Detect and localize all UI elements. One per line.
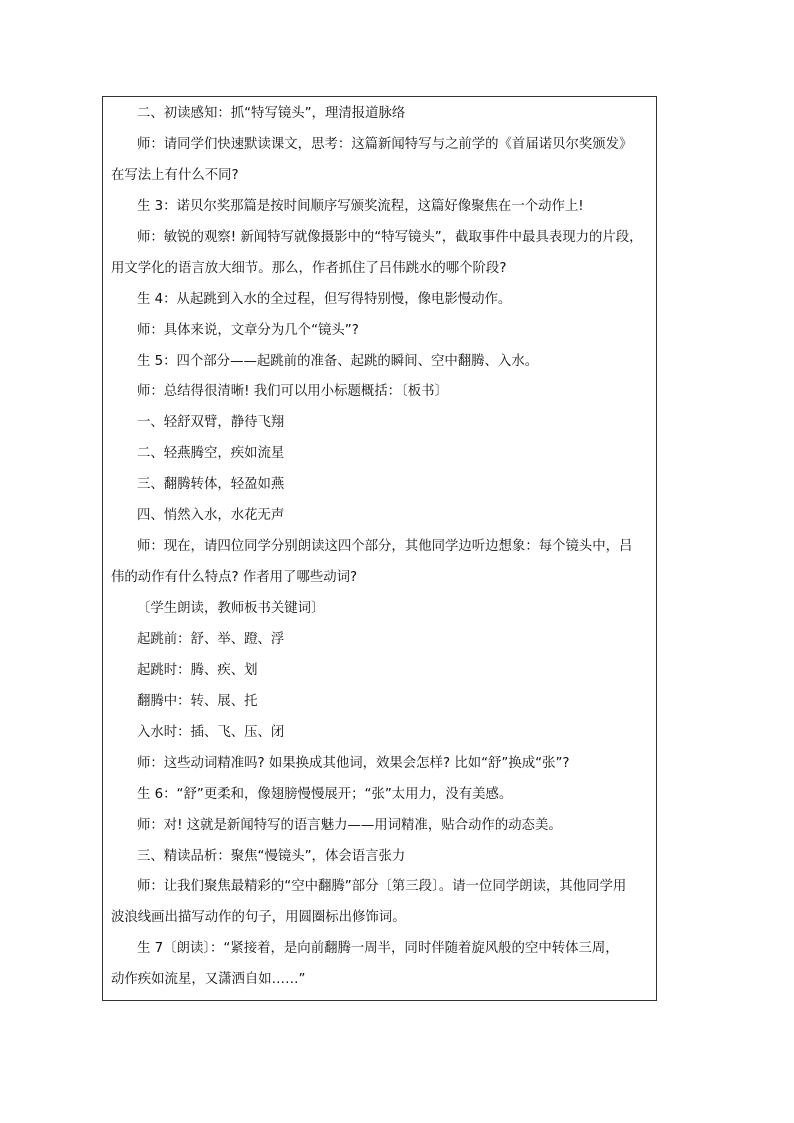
- text-line: 四、悄然入水，水花无声: [137, 508, 285, 524]
- text-line: 生 5：四个部分——起跳前的准备、起跳的瞬间、空中翻腾、入水。: [137, 353, 539, 369]
- text-line: 伟的动作有什么特点? 作者用了哪些动词?: [111, 570, 358, 586]
- text-line: 波浪线画出描写动作的句子，用圆圈标出修饰词。: [111, 910, 406, 926]
- text-line: 师：请同学们快速默读课文，思考：这篇新闻特写与之前学的《首届诺贝尔奖颁发》: [137, 136, 633, 152]
- text-line: 三、翻腾转体，轻盈如燕: [137, 477, 285, 493]
- text-line: 一、轻舒双臂，静待飞翔: [137, 415, 285, 431]
- text-line: 三、精读品析：聚焦“慢镜头”，体会语言张力: [137, 848, 406, 864]
- text-line: 生 3：诺贝尔奖那篇是按时间顺序写颁奖流程，这篇好像聚焦在一个动作上!: [137, 198, 584, 214]
- text-line: 动作疾如流星，又潇洒自如……”: [111, 972, 306, 988]
- text-line: 师：具体来说，文章分为几个“镜头”?: [137, 322, 359, 338]
- text-line: 二、初读感知：抓“特写镜头”，理清报道脉络: [137, 106, 406, 121]
- text-line: 师：现在，请四位同学分别朗读这四个部分，其他同学边听边想象：每个镜头中，吕: [137, 539, 633, 555]
- text-line: 起跳前：舒、举、蹬、浮: [137, 631, 285, 647]
- text-line: 起跳时：腾、疾、划: [137, 662, 258, 678]
- text-line: 师：敏锐的观察! 新闻特写就像摄影中的“特写镜头”，截取事件中最具表现力的片段，: [137, 229, 643, 245]
- text-line: 生 4：从起跳到入水的全过程，但写得特别慢，像电影慢动作。: [137, 291, 512, 307]
- text-line: 二、轻燕腾空，疾如流星: [137, 446, 285, 462]
- text-line: 师：这些动词精准吗? 如果换成其他词，效果会怎样? 比如“舒”换成“张”?: [137, 755, 570, 771]
- text-line: 用文学化的语言放大细节。那么，作者抓住了吕伟跳水的哪个阶段?: [111, 260, 507, 276]
- text-line: 入水时：插、飞、压、闭: [137, 724, 285, 740]
- text-line: 师：对! 这就是新闻特写的语言魅力——用词精准，贴合动作的动态美。: [137, 817, 562, 833]
- text-line: 师：总结得很清晰! 我们可以用小标题概括：〔板书〕: [137, 384, 448, 400]
- text-line: 生 6：“舒”更柔和，像翅膀慢慢展开；“张”太用力，没有美感。: [137, 786, 513, 802]
- text-line: 翻腾中：转、展、托: [137, 693, 258, 709]
- text-line: 在写法上有什么不同?: [111, 167, 239, 183]
- text-line: 生 7〔朗读〕：“紧接着，是向前翻腾一周半，同时伴随着旋风般的空中转体三周，: [137, 941, 619, 957]
- text-line: 师：让我们聚焦最精彩的“空中翻腾”部分〔第三段〕。请一位同学朗读，其他同学用: [137, 879, 627, 895]
- text-line: 〔学生朗读，教师板书关键词〕: [137, 601, 325, 616]
- lesson-transcript-box: [102, 96, 657, 1001]
